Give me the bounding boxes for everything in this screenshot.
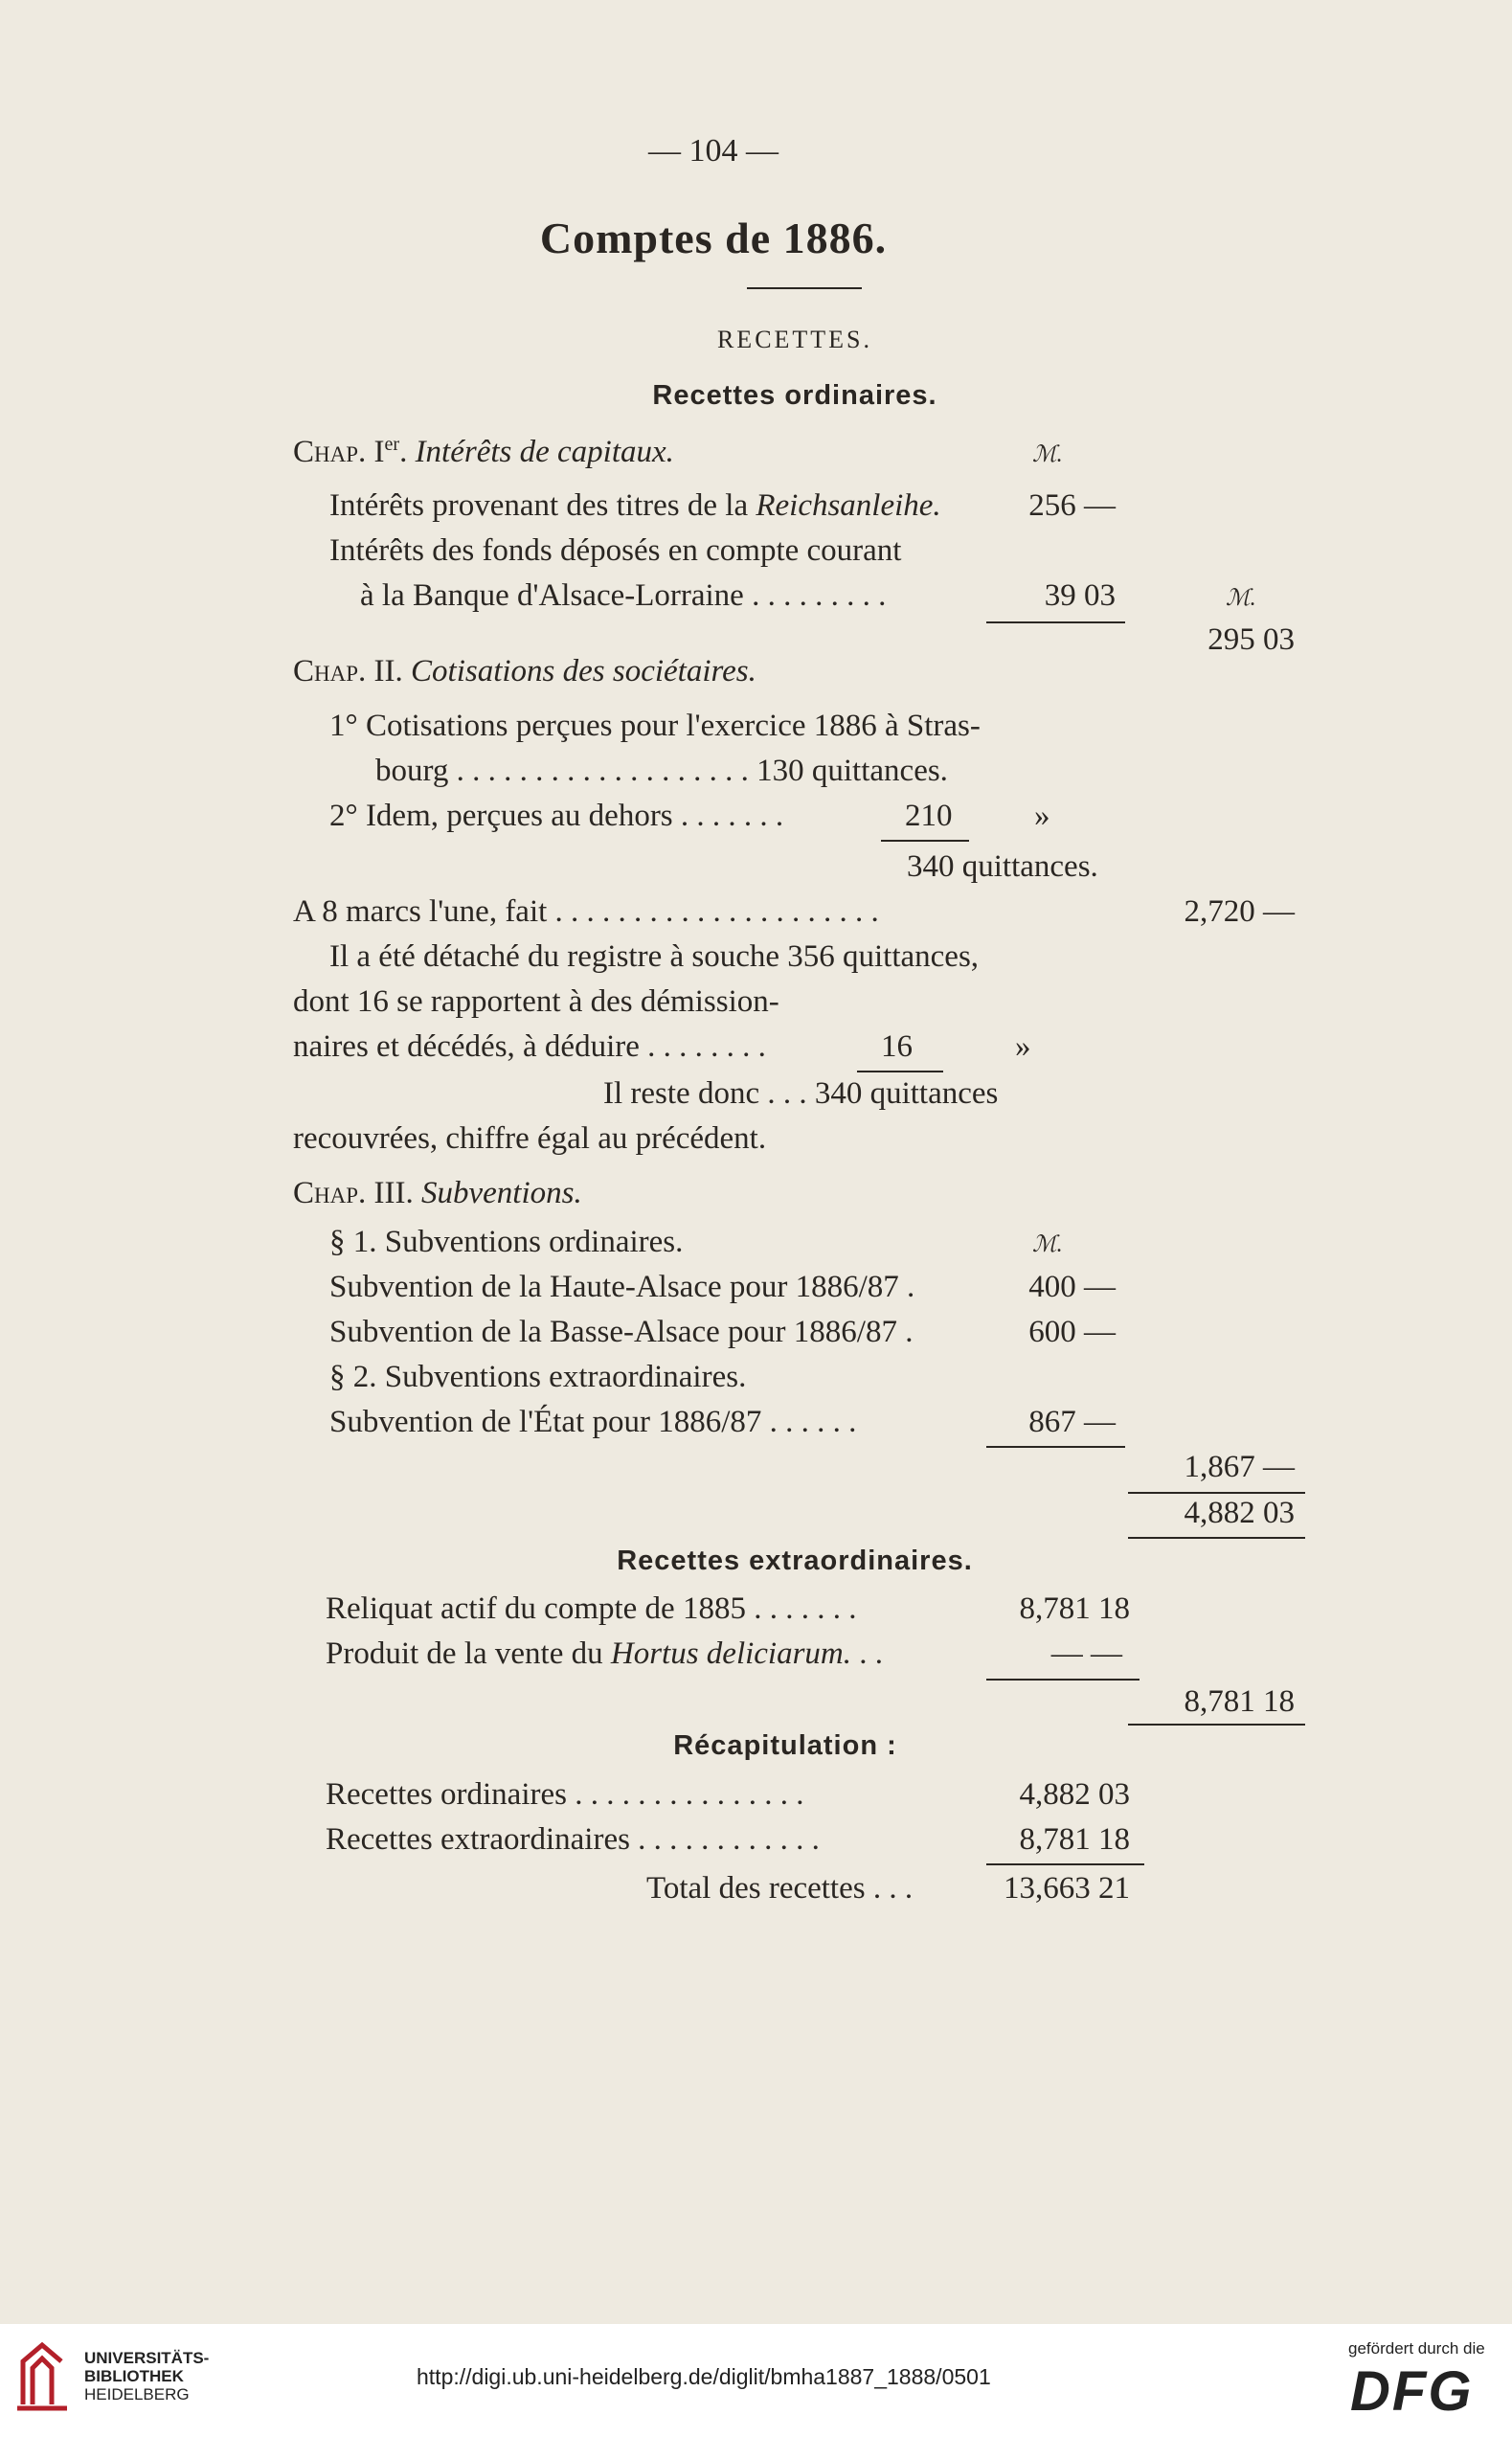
extra-l2-italic: Hortus deliciarum. bbox=[610, 1636, 852, 1671]
extra-total: 8,781 18 bbox=[1184, 1684, 1295, 1719]
chap2-label: Chap. II. bbox=[293, 654, 412, 688]
recap-l3: Total des recettes . . . bbox=[646, 1871, 914, 1906]
extraordinaires-heading: Recettes extraordinaires. bbox=[617, 1546, 973, 1576]
chap2-line3-mark: » bbox=[1034, 799, 1050, 833]
chap3-l3: Subvention de l'État pour 1886/87 . . . . . . bbox=[329, 1405, 857, 1439]
chap2-line3: 2° Idem, perçues au dehors . . . . . . . bbox=[329, 799, 784, 833]
recap-l2: Recettes extraordinaires . . . . . . . . . . . . bbox=[326, 1822, 820, 1857]
source-url[interactable]: http://digi.ub.uni-heidelberg.de/diglit/bmha1887_1888/0501 bbox=[417, 2364, 991, 2389]
chap2-line9: Il reste donc . . . 340 quittances bbox=[603, 1076, 999, 1111]
chap1-unit: ℳ. bbox=[1032, 442, 1063, 467]
library-logo-icon bbox=[13, 2337, 71, 2414]
chap1-line1-italic: Reichsanleihe. bbox=[756, 488, 941, 523]
chap3-l1-amount: 400 — bbox=[1028, 1270, 1116, 1304]
funding-text: gefördert durch die bbox=[1348, 2339, 1485, 2358]
chap2-line1: 1° Cotisations perçues pour l'exercice 1886 à Stras- bbox=[329, 709, 981, 743]
recap-heading: Récapitulation : bbox=[673, 1730, 897, 1761]
chap1-heading bbox=[293, 433, 674, 471]
chap3-title: Subventions. bbox=[421, 1176, 582, 1210]
extra-sum-rule bbox=[986, 1679, 1140, 1681]
library-line-2: BIBLIOTHEK bbox=[84, 2367, 184, 2385]
recap-l3-amount: 13,663 21 bbox=[1004, 1871, 1130, 1906]
extra-l1-amount: 8,781 18 bbox=[1019, 1591, 1130, 1626]
ordinaires-heading: Recettes ordinaires. bbox=[652, 380, 937, 411]
chap3-subtotal: 1,867 — bbox=[1184, 1450, 1295, 1484]
chap3-l2: Subvention de la Basse-Alsace pour 1886/87 . bbox=[329, 1315, 914, 1349]
recap-l1: Recettes ordinaires . . . . . . . . . . . . . . . bbox=[326, 1777, 804, 1812]
recap-l2-amount: 8,781 18 bbox=[1019, 1822, 1130, 1857]
page-number: — 104 — bbox=[648, 133, 779, 169]
chap3-sum-rule bbox=[986, 1446, 1125, 1448]
extra-l1: Reliquat actif du compte de 1885 . . . . . . . bbox=[326, 1591, 857, 1626]
chap3-l2-amount: 600 — bbox=[1028, 1315, 1116, 1349]
recap-sum-rule bbox=[986, 1863, 1144, 1865]
library-name bbox=[84, 2349, 209, 2403]
chap2-line4: 340 quittances. bbox=[907, 849, 1098, 884]
chap3-heading bbox=[293, 1174, 582, 1212]
chap1-label: Chap. I bbox=[293, 435, 385, 469]
extra-total-underline bbox=[1128, 1724, 1305, 1726]
chap2-line8-mark: » bbox=[1015, 1029, 1031, 1064]
recap-l1-amount: 4,882 03 bbox=[1019, 1777, 1130, 1812]
chap2-line2: bourg . . . . . . . . . . . . . . . . . . . 130 quittances. bbox=[375, 754, 948, 788]
chap1-label-post: . bbox=[399, 435, 416, 469]
library-line-1: UNIVERSITÄTS- bbox=[84, 2349, 210, 2367]
chap3-l1: Subvention de la Haute-Alsace pour 1886/87 . bbox=[329, 1270, 915, 1304]
digitization-footer bbox=[0, 2324, 1512, 2437]
chap2-line8: naires et décédés, à déduire . . . . . . . . bbox=[293, 1029, 766, 1064]
extra-l2 bbox=[326, 1635, 883, 1673]
chap3-label: Chap. III. bbox=[293, 1176, 421, 1210]
chap2-title: Cotisations des sociétaires. bbox=[411, 654, 756, 688]
chap1-unit-right: ℳ. bbox=[1226, 586, 1256, 611]
chap2-sum-rule bbox=[881, 840, 969, 842]
chap1-line3-amount: 39 03 bbox=[1044, 578, 1116, 613]
chap1-line1-amount: 256 — bbox=[1028, 488, 1116, 523]
chap1-line3: à la Banque d'Alsace-Lorraine . . . . . . . . . bbox=[360, 578, 887, 613]
dfg-logo: DFG bbox=[1350, 2360, 1474, 2423]
chap2-heading bbox=[293, 652, 756, 690]
chap3-l3-amount: 867 — bbox=[1028, 1405, 1116, 1439]
ordinaires-total-underline bbox=[1128, 1537, 1305, 1539]
chap1-line1-text: Intérêts provenant des titres de la bbox=[329, 488, 756, 523]
chap1-title: Intérêts de capitaux. bbox=[415, 435, 674, 469]
chap2-line6: Il a été détaché du registre à souche 356 quittances, bbox=[329, 939, 980, 974]
chap3-s2: § 2. Subventions extraordinaires. bbox=[329, 1360, 747, 1394]
chap2-line5-amount: 2,720 — bbox=[1184, 894, 1295, 929]
extra-l2-dots: . . bbox=[851, 1636, 884, 1671]
page-title: Comptes de 1886. bbox=[539, 214, 888, 262]
extra-l2-text: Produit de la vente du bbox=[326, 1636, 611, 1671]
chap1-line2: Intérêts des fonds déposés en compte courant bbox=[329, 533, 902, 568]
chap2-deduct-rule bbox=[857, 1071, 943, 1072]
chap1-sup: er bbox=[384, 434, 400, 455]
library-line-3: HEIDELBERG bbox=[84, 2385, 190, 2403]
section-title: RECETTES. bbox=[716, 326, 873, 353]
chap2-line5: A 8 marcs l'une, fait . . . . . . . . . . . . . . . . . . . . . bbox=[293, 894, 879, 929]
chap1-subtotal: 295 03 bbox=[1207, 622, 1295, 657]
ordinaires-total: 4,882 03 bbox=[1184, 1496, 1295, 1530]
chap2-line7: dont 16 se rapportent à des démission- bbox=[293, 984, 779, 1019]
chap2-line8-amount: 16 bbox=[881, 1029, 913, 1064]
extra-l2-amount: — — bbox=[1050, 1636, 1122, 1671]
chap2-line3-amount: 210 bbox=[905, 799, 953, 833]
chap3-s1: § 1. Subventions ordinaires. bbox=[329, 1225, 684, 1259]
chap2-line10: recouvrées, chiffre égal au précédent. bbox=[293, 1121, 767, 1156]
chap1-line1 bbox=[329, 486, 941, 525]
title-divider bbox=[747, 287, 862, 289]
chap3-unit: ℳ. bbox=[1032, 1232, 1063, 1257]
chap1-sum-rule bbox=[986, 621, 1125, 623]
